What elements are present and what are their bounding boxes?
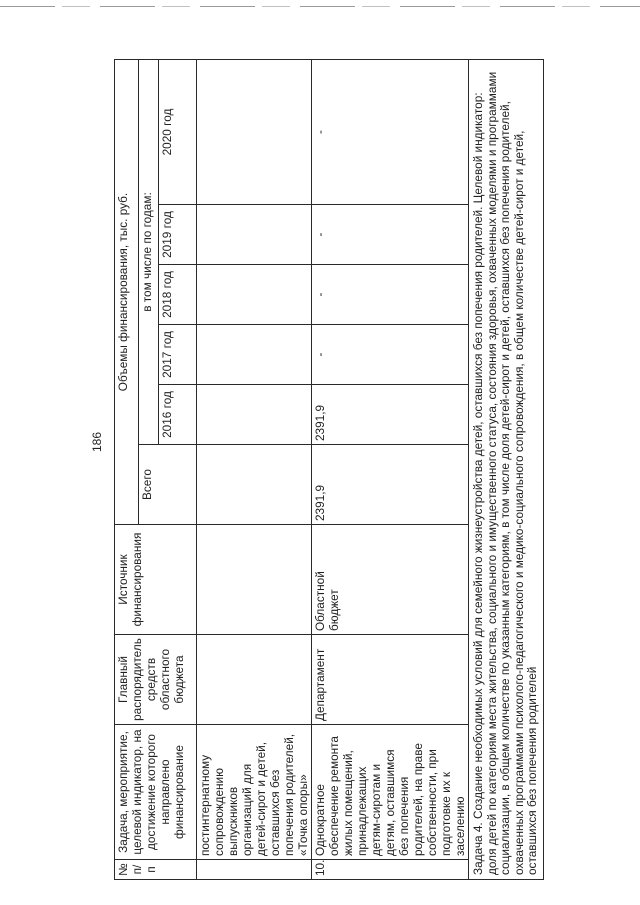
header-num: № п/п — [115, 860, 197, 880]
header-year-2016: 2016 год — [159, 385, 197, 445]
header-total: Всего — [139, 445, 197, 525]
cell-2018: - — [312, 265, 469, 325]
cell-2019 — [197, 205, 312, 265]
cell-2018 — [197, 265, 312, 325]
cell-total: 2391,9 — [312, 445, 469, 525]
cell-2016 — [197, 385, 312, 445]
header-volumes: Объемы финансирования, тыс. руб. — [115, 59, 139, 524]
page-number: 186 — [90, 431, 104, 452]
header-year-2017: 2017 год — [159, 325, 197, 385]
cell-2020 — [197, 59, 312, 204]
cell-task: постинтернатному сопровождению выпускников организаций для детей-сирот и детей, оставшихся без попечения родителей, «Точка опоры» — [197, 725, 312, 860]
cell-2017: - — [312, 325, 469, 385]
task-row — [469, 59, 544, 879]
cell-source — [197, 525, 312, 635]
table-row — [312, 59, 469, 879]
header-task: Задача, мероприятие, целевой индикатор, на достижение которого направлено финансирование — [115, 725, 197, 860]
scan-artifact-line — [0, 6, 640, 7]
cell-task: Однократное обеспечение ремонта жилых помещений, принадлежащих детям-сиротам и детям, оставшимся без попечения родителей, на праве собственности, при подготовке их к заселению — [312, 725, 469, 860]
cell-2017 — [197, 325, 312, 385]
cell-source: Областной бюджет — [312, 525, 469, 635]
financing-table — [114, 59, 544, 880]
financing-table-page — [114, 60, 546, 880]
cell-manager: Департамент — [312, 635, 469, 725]
header-source: Источник финансирования — [115, 525, 197, 635]
cell-manager — [197, 635, 312, 725]
cell-num — [197, 860, 312, 880]
cell-2019: - — [312, 205, 469, 265]
table-row — [197, 59, 312, 879]
cell-2016: 2391,9 — [312, 385, 469, 445]
header-year-2019: 2019 год — [159, 205, 197, 265]
cell-total — [197, 445, 312, 525]
task-4-text: Задача 4. Создание необходимых условий для семейного жизнеустройства детей, оставшихся без попечения родителей. Целевой индикатор: доля детей по категориям места жительства, социального и имущественного статуса, состояния здоровья, охваченных моделями и программами социализации, в общем количестве по указанным категориям, в том числе доля детей-сирот и детей, оставшихся без попечения родителей, охваченных программами психолого-педагогического и медико-социального сопровождения, в общем количестве детей-сирот и детей, оставшихся без попечения родителей — [469, 59, 544, 879]
cell-num: 10. — [312, 860, 469, 880]
header-by-years: в том числе по годам: — [139, 59, 159, 444]
cell-2020: - — [312, 59, 469, 204]
header-manager: Главный распорядитель средств областного бюджета — [115, 635, 197, 725]
header-year-2018: 2018 год — [159, 265, 197, 325]
header-year-2020: 2020 год — [159, 59, 197, 204]
